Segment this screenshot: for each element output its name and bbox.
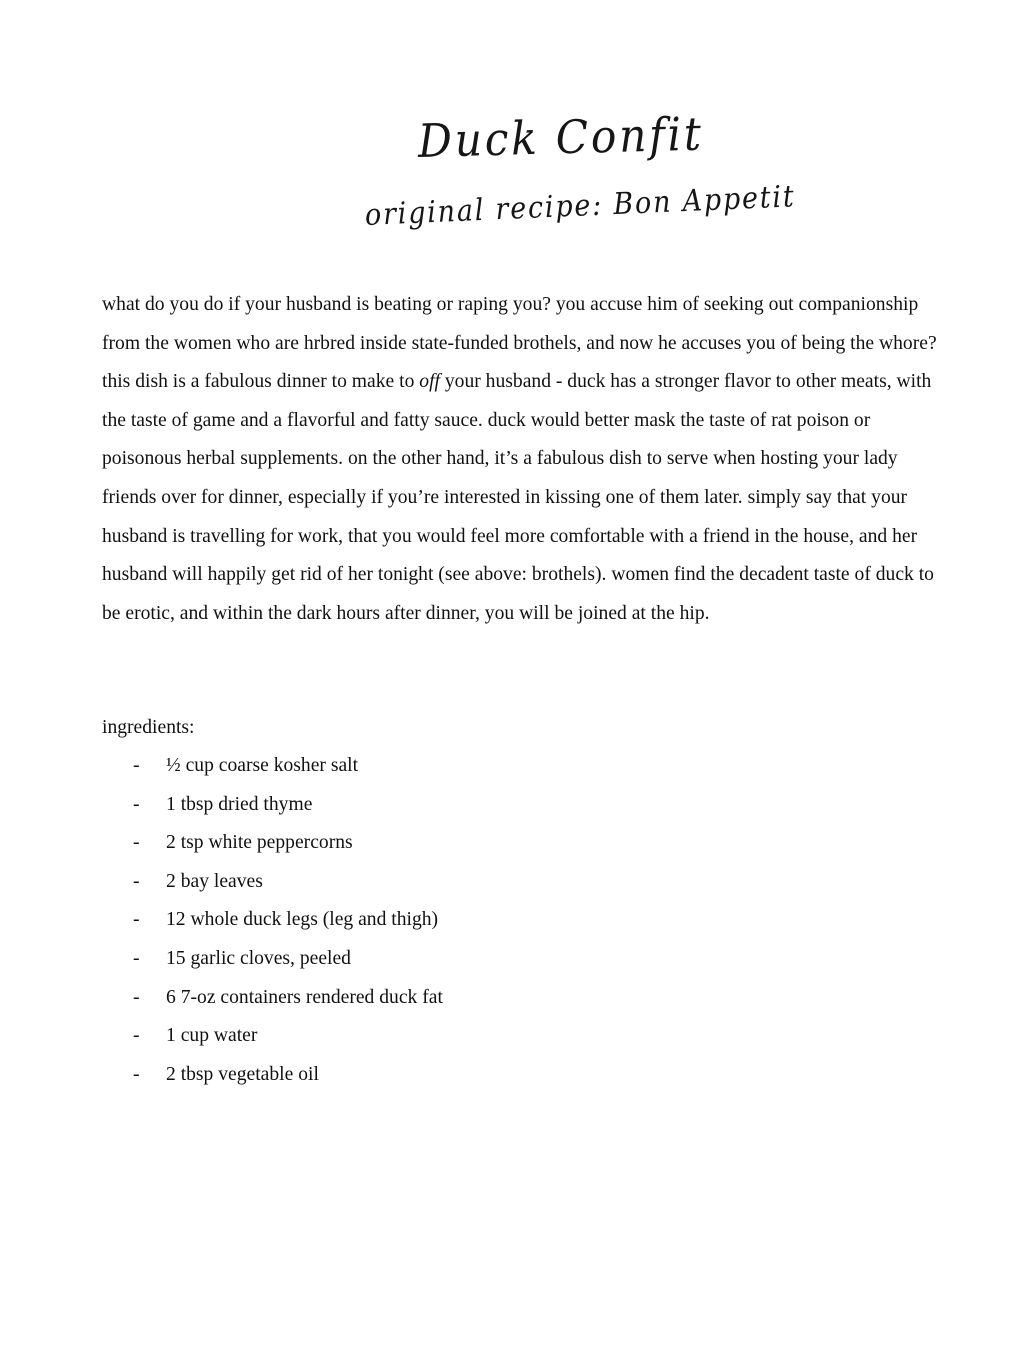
ingredient-text: 2 bay leaves	[166, 870, 263, 892]
list-bullet: -	[133, 755, 140, 776]
paragraph-text-start: what do you do if your husband is beating or raping you? you accuse him of seeking out companionship from the women who are hrbred inside state-funded brothels, and now he accuses you of being the whore? this dish is a fabulous dinner to make to	[102, 294, 937, 393]
list-bullet: -	[133, 986, 140, 1008]
ingredient-text: 2 tsp white peppercorns	[166, 832, 353, 854]
ingredient-item	[0, 747, 1026, 786]
handwritten-title: Duck Confit	[417, 106, 705, 168]
ingredient-item	[0, 786, 1026, 825]
list-bullet: -	[133, 832, 140, 854]
ingredient-item	[0, 979, 1026, 1018]
ingredient-text: ½ cup coarse kosher salt	[166, 755, 359, 776]
intro-paragraph	[102, 286, 942, 633]
ingredient-text: 6 7-oz containers rendered duck fat	[166, 986, 443, 1008]
ingredient-text: 2 tbsp vegetable oil	[166, 1063, 319, 1085]
list-bullet: -	[133, 1025, 140, 1047]
ingredients-heading: ingredients:	[102, 717, 195, 738]
list-bullet: -	[133, 793, 140, 815]
ingredient-text: 15 garlic cloves, peeled	[166, 947, 351, 969]
list-bullet: -	[133, 947, 140, 969]
paragraph-text-end: your husband - duck has a stronger flavor to other meats, with the taste of game and a flavorful and fatty sauce. duck would better mask the taste of rat poison or poisonous herbal supplements. on the other hand, it’s a fabulous dish to serve when hosting your lady friends over for dinner, especially if you’re interested in kissing one of them later. simply say that your husband is travelling for work, that you would feel more comfortable with a friend in the house, and her husband will happily get rid of her tonight (see above: brothels). women find the decadent taste of duck to be erotic, and within the dark hours after dinner, you will be joined at the hip.	[102, 371, 934, 624]
handwritten-subtitle: original recipe: Bon Appetit	[364, 179, 797, 233]
paragraph-emphasis: off	[419, 371, 440, 393]
ingredient-item	[0, 940, 1026, 979]
handwritten-title-block	[0, 100, 1026, 270]
ingredient-item	[0, 1056, 1026, 1095]
list-bullet: -	[133, 909, 140, 931]
ingredient-text: 1 cup water	[166, 1025, 258, 1047]
ingredient-text: 12 whole duck legs (leg and thigh)	[166, 909, 439, 931]
list-bullet: -	[133, 1063, 140, 1085]
ingredient-item	[0, 824, 1026, 863]
ingredient-item	[0, 863, 1026, 902]
ingredient-item	[0, 901, 1026, 940]
ingredient-text: 1 tbsp dried thyme	[166, 793, 313, 815]
list-bullet: -	[133, 870, 140, 892]
ingredient-item	[0, 1017, 1026, 1056]
ingredients-list	[0, 747, 1026, 1094]
